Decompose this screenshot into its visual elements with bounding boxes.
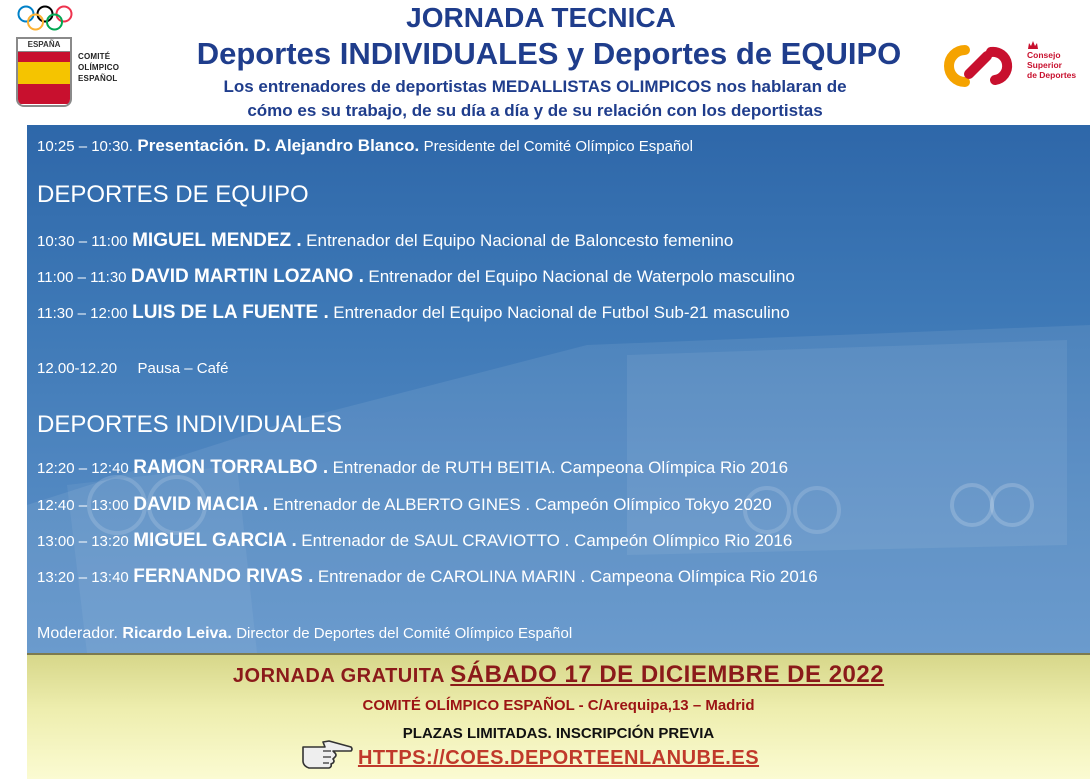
team-session-1: 10:30 – 11:00 MIGUEL MENDEZ . Entrenador del Equipo Nacional de Baloncesto femenino xyxy=(37,230,734,251)
event-date-line: JORNADA GRATUITA SÁBADO 17 DE DICIEMBRE DE 2022 xyxy=(232,661,885,688)
individual-session-2: 12:40 – 13:00 DAVID MACIA . Entrenador de ALBERTO GINES . Campeón Olímpico Tokyo 2020 xyxy=(37,494,772,515)
individual-session-1: 12:20 – 12:40 RAMON TORRALBO . Entrenador de RUTH BEITIA. Campeona Olímpica Rio 2016 xyxy=(37,457,789,478)
coe-logo-text: COMITÉ OLÍMPICO ESPAÑOL xyxy=(78,52,120,83)
event-date: SÁBADO 17 DE DICIEMBRE DE 2022 xyxy=(450,661,885,688)
team-section-title: DEPORTES DE EQUIPO xyxy=(37,181,309,208)
team-session-2: 11:00 – 11:30 DAVID MARTIN LOZANO . Entrenador del Equipo Nacional de Waterpolo masculino xyxy=(37,266,795,287)
event-description: Los entrenadores de deportistas MEDALLISTAS OLIMPICOS nos hablaran de cómo es su trabajo, de su día a día y de su relación con los deportistas xyxy=(223,77,847,120)
footer-banner xyxy=(27,653,1090,779)
csd-logo-icon xyxy=(935,44,1021,88)
page-subtitle-title: Deportes INDIVIDUALES y Deportes de EQUIPO xyxy=(196,36,902,71)
csd-logo-text: Consejo Superior de Deportes xyxy=(1027,50,1077,80)
individual-session-4: 13:20 – 13:40 FERNANDO RIVAS . Entrenador de CAROLINA MARIN . Campeona Olímpica Rio 2016 xyxy=(37,566,818,587)
moderator-line: Moderador. Ricardo Leiva. Director de Deportes del Comité Olímpico Español xyxy=(37,625,573,642)
page-title: JORNADA TECNICA xyxy=(406,2,676,33)
individual-section-title: DEPORTES INDIVIDUALES xyxy=(37,411,342,438)
program-panel xyxy=(27,125,1090,653)
opening-session: 10:25 – 10:30. Presentación. D. Alejandro Blanco. Presidente del Comité Olímpico Español xyxy=(37,136,693,155)
registration-link[interactable]: HTTPS://COES.DEPORTEENLANUBE.ES xyxy=(357,747,760,769)
csd-logo xyxy=(935,42,1085,94)
team-session-3: 11:30 – 12:00 LUIS DE LA FUENTE . Entrenador del Equipo Nacional de Futbol Sub-21 masculino xyxy=(37,302,790,323)
shield-label: ESPAÑA xyxy=(18,39,70,52)
header xyxy=(0,0,1090,125)
individual-session-3: 13:00 – 13:20 MIGUEL GARCIA . Entrenador de SAUL CRAVIOTTO . Campeón Olímpico Rio 2016 xyxy=(37,530,793,551)
coffee-break: 12.00-12.20 Pausa – Café xyxy=(37,360,229,377)
registration-notice: PLAZAS LIMITADAS. INSCRIPCIÓN PREVIA xyxy=(402,725,715,742)
crown-icon xyxy=(1027,40,1039,50)
event-venue: COMITÉ OLÍMPICO ESPAÑOL - C/Arequipa,13 – Madrid xyxy=(362,697,755,714)
